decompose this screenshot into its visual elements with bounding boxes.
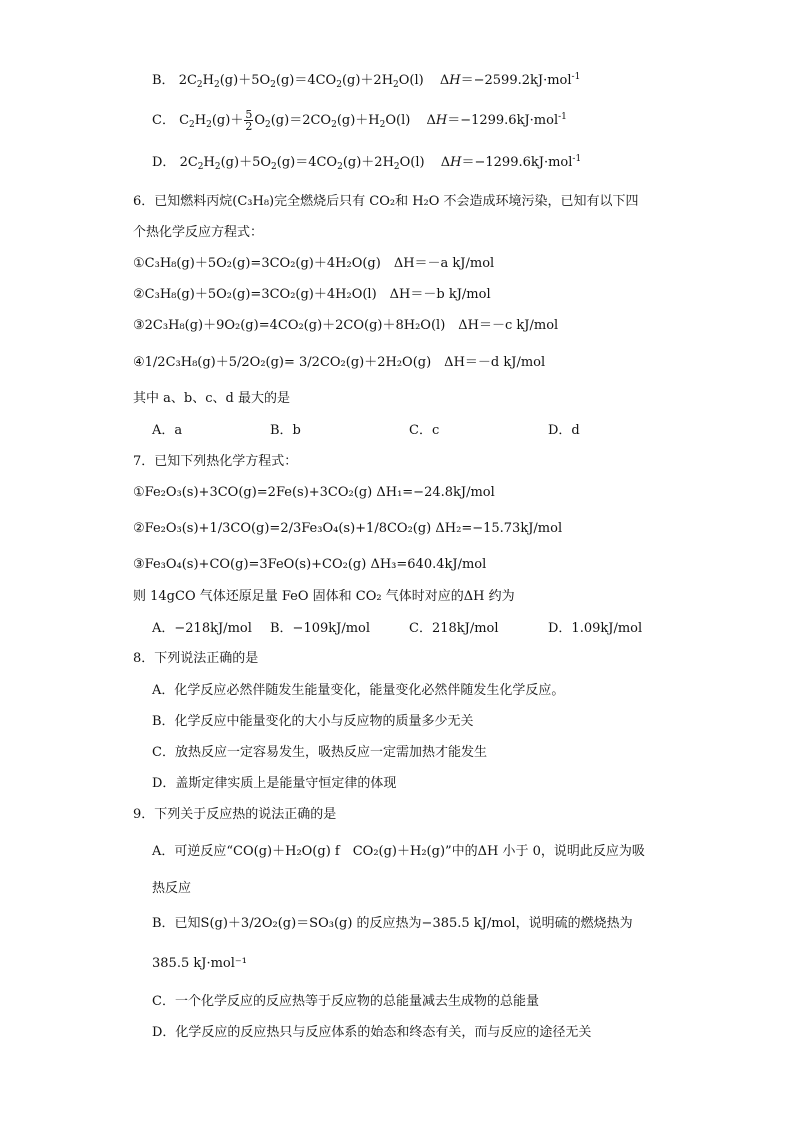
q5-option-d <box>152 154 581 172</box>
q7-option-d[interactable]: D．1.09kJ/mol <box>548 621 643 636</box>
q5-option-c-dh: ΔH＝−1299.6kJ·mol$^{-1}$ <box>426 112 567 128</box>
q9-option-b-line2: 385.5 kJ·mol⁻¹ <box>152 956 247 971</box>
q9-stem: 9．下列关于反应热的说法正确的是 <box>133 807 337 822</box>
q5-option-b-equation: $2C_2H_2(g)+5O_2(g)=4CO_2(g)+2H_2O(l)$ <box>178 73 424 90</box>
q7-question: 则 14gCO 气体还原足量 FeO 固体和 CO₂ 气体时对应的ΔH 约为 <box>133 589 515 604</box>
q6-equation-1: ①C₃H₈(g)＋5O₂(g)=3CO₂(g)＋4H₂O(g) ΔH＝－a kJ/mol <box>133 256 495 271</box>
q5-option-b-label: B． <box>152 73 175 88</box>
q5-option-d-dh: ΔH＝−1299.6kJ·mol$^{-1}$ <box>440 154 582 170</box>
q7-equation-2: ②Fe₂O₃(s)+1/3CO(g)=2/3Fe₃O₄(s)+1/8CO₂(g) ΔH₂=−15.73kJ/mol <box>133 521 563 536</box>
q5-option-c-label: C． <box>152 113 175 128</box>
q7-equation-1: ①Fe₂O₃(s)+3CO(g)=2Fe(s)+3CO₂(g) ΔH₁=−24.8kJ/mol <box>133 485 495 500</box>
q6-stem-line2: 个热化学反应方程式： <box>133 225 264 240</box>
q9-option-a-line1[interactable]: A．可逆反应“CO(g)＋H₂O(g) f CO₂(g)＋H₂(g)”中的ΔH 小于 0，说明此反应为吸 <box>152 844 645 859</box>
q6-option-a[interactable]: A．a <box>152 423 183 438</box>
q9-option-d[interactable]: D．化学反应的反应热只与反应体系的始态和终态有关，而与反应的途径无关 <box>152 1025 592 1040</box>
q9-option-a-line2: 热反应 <box>152 881 192 896</box>
q8-option-c[interactable]: C．放热反应一定容易发生，吸热反应一定需加热才能发生 <box>152 745 487 760</box>
q7-option-a[interactable]: A．−218kJ/mol <box>152 621 252 636</box>
q8-option-d[interactable]: D．盖斯定律实质上是能量守恒定律的体现 <box>152 776 397 791</box>
q6-question: 其中 a、b、c、d 最大的是 <box>133 391 290 406</box>
q5-option-d-equation: $2C_2H_2(g)+5O_2(g)=4CO_2(g)+2H_2O(l)$ <box>179 155 425 172</box>
q9-option-c[interactable]: C．一个化学反应的反应热等于反应物的总能量减去生成物的总能量 <box>152 994 539 1009</box>
q8-option-a[interactable]: A．化学反应必然伴随发生能量变化，能量变化必然伴随发生化学反应。 <box>152 683 565 698</box>
q8-stem: 8．下列说法正确的是 <box>133 651 259 666</box>
q5-option-b <box>152 72 580 90</box>
q6-option-b[interactable]: B．b <box>270 423 301 438</box>
q7-stem: 7．已知下列热化学方程式： <box>133 454 298 469</box>
q6-option-c[interactable]: C．c <box>409 423 440 438</box>
q5-option-b-dh: ΔH＝−2599.2kJ·mol$^{-1}$ <box>439 72 581 88</box>
q7-equation-3: ③Fe₃O₄(s)+CO(g)=3FeO(s)+CO₂(g) ΔH₃=640.4kJ/mol <box>133 557 487 572</box>
q9-option-b-line1[interactable]: B．已知S(g)＋3/2O₂(g)＝SO₃(g) 的反应热为−385.5 kJ/mol，说明硫的燃烧热为 <box>152 916 633 931</box>
q6-equation-4: ④1/2C₃H₈(g)＋5/2O₂(g)= 3/2CO₂(g)＋2H₂O(g) ΔH＝－d kJ/mol <box>133 355 546 370</box>
q5-option-c-equation: $C_2H_2(g)+$ $\frac{5}{2}$ $O_2(g)=2CO_2(g)+H_2O(l)$ <box>179 108 411 133</box>
q8-option-b[interactable]: B．化学反应中能量变化的大小与反应物的质量多少无关 <box>152 714 474 729</box>
q7-option-b[interactable]: B．−109kJ/mol <box>270 621 371 636</box>
q5-option-d-label: D． <box>152 155 176 170</box>
q6-equation-2: ②C₃H₈(g)＋5O₂(g)=3CO₂(g)＋4H₂O(l) ΔH＝－b kJ/mol <box>133 287 491 302</box>
q6-stem-line1: 6．已知燃料丙烷(C₃H₈)完全燃烧后只有 CO₂和 H₂O 不会造成环境污染，已知有以下四 <box>133 194 639 209</box>
q7-option-c[interactable]: C．218kJ/mol <box>409 621 499 636</box>
q5-option-c <box>152 109 567 132</box>
q6-option-d[interactable]: D．d <box>548 423 580 438</box>
q6-equation-3: ③2C₃H₈(g)＋9O₂(g)=4CO₂(g)＋2CO(g)＋8H₂O(l) ΔH＝－c kJ/mol <box>133 318 559 333</box>
